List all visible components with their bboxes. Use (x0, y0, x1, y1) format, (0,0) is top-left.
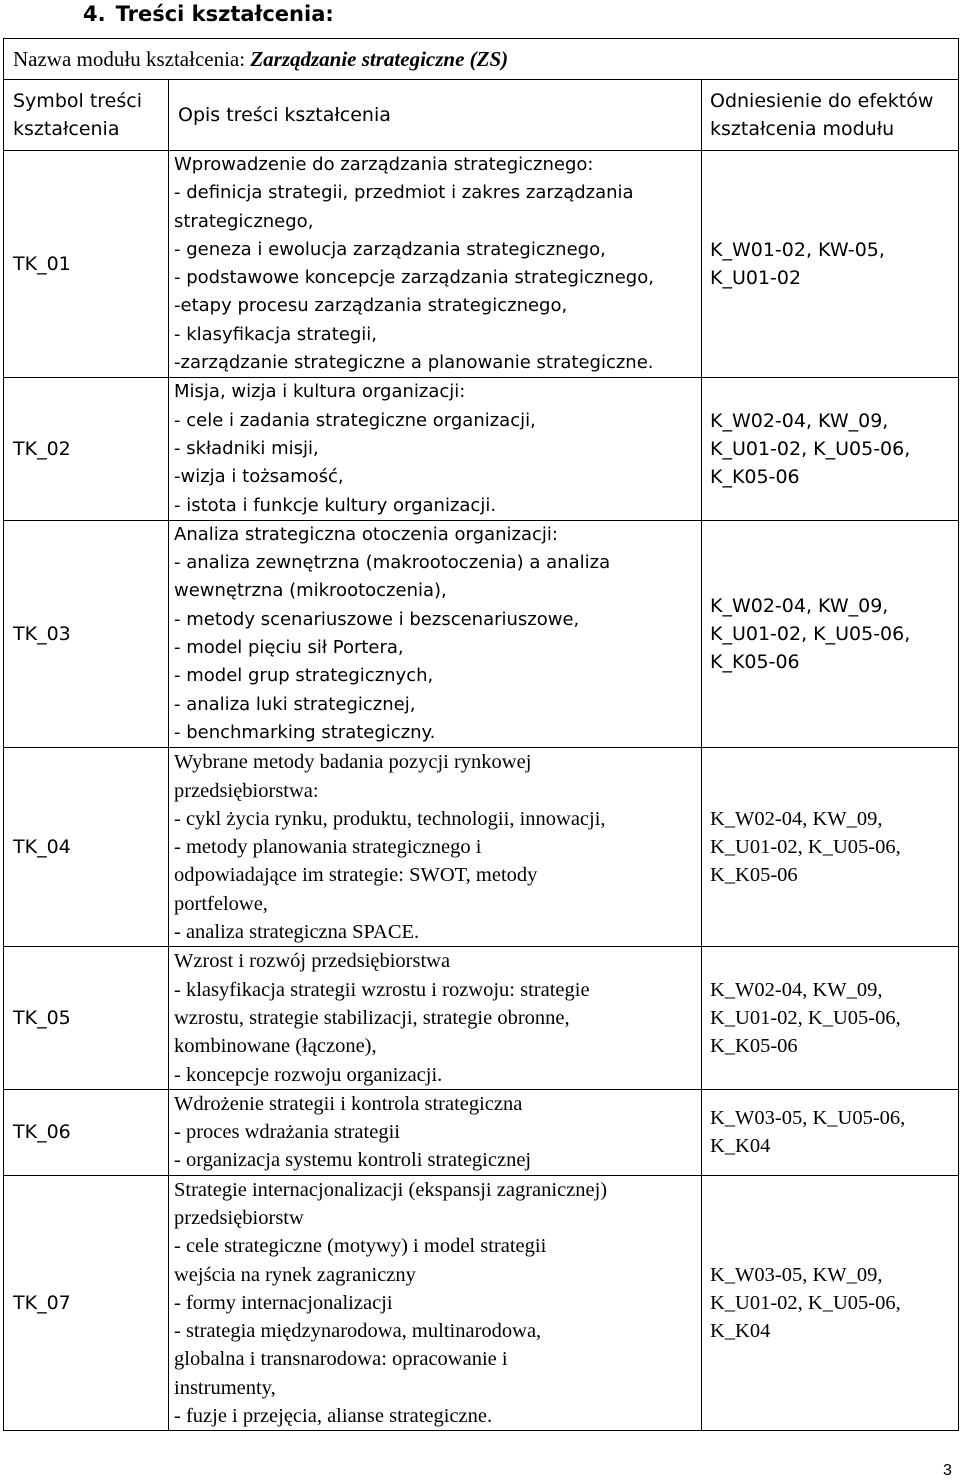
description-line: - podstawowe koncepcje zarządzania strategicznego, (174, 267, 654, 289)
description-line: - cele i zadania strategiczne organizacji, (174, 409, 536, 431)
description-line: - składniki misji, (174, 437, 319, 459)
module-name: Zarządzanie strategiczne (ZS) (250, 47, 509, 71)
description-line: strategicznego, (174, 210, 314, 232)
reference-line: K_W02-04, KW_09, (710, 410, 889, 433)
description-line: - geneza i ewolucja zarządzania strategicznego, (174, 238, 606, 260)
reference-line: K_K04 (710, 1320, 771, 1343)
description-line: wzrostu, strategie stabilizacji, strategie obronne, (174, 1006, 570, 1029)
section-heading (83, 2, 334, 26)
reference-line: K_K05-06 (710, 864, 798, 887)
description-line: - metody scenariuszowe i bezscenariuszowe, (174, 608, 580, 630)
reference-line: K_K05-06 (710, 1035, 798, 1058)
description-line: Wdrożenie strategii i kontrola strategiczna (174, 1092, 523, 1115)
reference-line: K_U01-02, K_U05-06, (710, 623, 911, 646)
description-line: kombinowane (łączone), (174, 1035, 377, 1058)
description-line: przedsiębiorstwa: (174, 779, 319, 802)
description-line: odpowiadające im strategie: SWOT, metody (174, 864, 538, 887)
description-line: -zarządzanie strategiczne a planowanie strategiczne. (174, 352, 654, 374)
reference-line: K_W02-04, KW_09, (710, 979, 883, 1002)
reference-cell (702, 748, 959, 947)
description-line: Strategie internacjonalizacji (ekspansji zagranicznej) (174, 1178, 608, 1201)
reference-line: K_W01-02, KW-05, (710, 239, 885, 262)
description-line: Wprowadzenie do zarządzania strategicznego: (174, 154, 594, 175)
description-line: - analiza luki strategicznej, (174, 693, 416, 715)
symbol-cell: TK_02 (4, 378, 169, 520)
header-reference-line: kształcenia modułu (710, 118, 895, 140)
description-line: - model pięciu sił Portera, (174, 637, 404, 659)
symbol-cell: TK_05 (4, 947, 169, 1089)
symbol-cell: TK_07 (4, 1175, 169, 1431)
reference-line: K_U01-02, K_U05-06, (710, 836, 901, 859)
description-line: -wizja i tożsamość, (174, 466, 344, 488)
description-line: - klasyfikacja strategii wzrostu i rozwoju: strategie (174, 978, 590, 1001)
description-line: - analiza strategiczna SPACE. (174, 921, 420, 944)
description-line: instrumenty, (174, 1376, 276, 1399)
description-line: Misja, wizja i kultura organizacji: (174, 381, 466, 403)
header-reference-line: Odniesienie do efektów (710, 90, 934, 112)
module-label: Nazwa modułu kształcenia: (13, 47, 246, 71)
description-line: wewnętrzna (mikrootoczenia), (174, 580, 447, 602)
header-symbol-line: kształcenia (13, 118, 120, 140)
reference-line: K_W03-05, K_U05-06, (710, 1107, 906, 1130)
table-row (4, 1175, 959, 1431)
description-line: - proces wdrażania strategii (174, 1121, 400, 1144)
reference-cell (702, 520, 959, 747)
header-symbol (4, 80, 169, 151)
symbol-cell: TK_01 (4, 151, 169, 378)
module-name-cell (4, 39, 959, 80)
description-line: - klasyfikacja strategii, (174, 323, 377, 345)
reference-line: K_U01-02, K_U05-06, (710, 438, 911, 461)
header-row (4, 80, 959, 151)
reference-line: K_U01-02, K_U05-06, (710, 1007, 901, 1030)
description-line: Wzrost i rozwój przedsiębiorstwa (174, 950, 451, 973)
description-cell (169, 1089, 702, 1175)
module-name-row (4, 39, 959, 80)
reference-line: K_W02-04, KW_09, (710, 595, 889, 618)
table-row (4, 151, 959, 378)
reference-line: K_U01-02, K_U05-06, (710, 1292, 901, 1315)
description-line: - metody planowania strategicznego i (174, 836, 482, 859)
section-number: 4. (83, 2, 106, 26)
description-cell (169, 947, 702, 1089)
description-line: przedsiębiorstw (174, 1206, 304, 1229)
page-number: 3 (943, 1462, 952, 1479)
header-description: Opis treści kształcenia (169, 80, 702, 151)
table-body (4, 151, 959, 1431)
reference-cell (702, 1089, 959, 1175)
description-line: portfelowe, (174, 892, 268, 915)
reference-cell (702, 378, 959, 520)
description-line: - benchmarking strategiczny. (174, 721, 436, 743)
description-line: globalna i transnarodowa: opracowanie i (174, 1348, 508, 1371)
description-line: -etapy procesu zarządzania strategicznego, (174, 295, 568, 317)
header-symbol-line: Symbol treści (13, 90, 142, 112)
table-row (4, 520, 959, 747)
description-line: - istota i funkcje kultury organizacji. (174, 494, 497, 516)
description-line: - cykl życia rynku, produktu, technologii, innowacji, (174, 807, 606, 830)
description-line: - strategia międzynarodowa, multinarodowa, (174, 1320, 542, 1343)
description-cell (169, 378, 702, 520)
description-line: - analiza zewnętrzna (makrootoczenia) a analiza (174, 552, 611, 574)
table-row (4, 748, 959, 947)
table-row (4, 947, 959, 1089)
symbol-cell: TK_03 (4, 520, 169, 747)
reference-cell (702, 1175, 959, 1431)
description-cell (169, 748, 702, 947)
reference-line: K_K05-06 (710, 651, 800, 674)
description-cell (169, 151, 702, 378)
description-line: - fuzje i przejęcia, alianse strategiczne. (174, 1405, 493, 1428)
table-row (4, 378, 959, 520)
symbol-cell: TK_06 (4, 1089, 169, 1175)
description-line: - model grup strategicznych, (174, 665, 434, 687)
description-line: - definicja strategii, przedmiot i zakres zarządzania (174, 182, 634, 204)
description-line: - formy internacjonalizacji (174, 1291, 393, 1314)
description-line: Analiza strategiczna otoczenia organizacji: (174, 523, 558, 545)
table-row (4, 1089, 959, 1175)
reference-cell (702, 947, 959, 1089)
reference-cell (702, 151, 959, 378)
reference-line: K_W02-04, KW_09, (710, 808, 883, 831)
description-line: wejścia na rynek zagraniczny (174, 1263, 416, 1286)
description-cell (169, 1175, 702, 1431)
symbol-cell: TK_04 (4, 748, 169, 947)
description-line: - cele strategiczne (motywy) i model strategii (174, 1235, 547, 1258)
reference-line: K_U01-02 (710, 267, 802, 290)
header-reference (702, 80, 959, 151)
reference-line: K_K04 (710, 1135, 771, 1158)
description-cell (169, 520, 702, 747)
section-title: Treści kształcenia: (115, 2, 334, 26)
description-line: - organizacja systemu kontroli strategicznej (174, 1149, 532, 1172)
reference-line: K_W03-05, KW_09, (710, 1264, 883, 1287)
description-line: - koncepcje rozwoju organizacji. (174, 1063, 443, 1086)
content-table (3, 38, 959, 1431)
reference-line: K_K05-06 (710, 466, 800, 489)
description-line: Wybrane metody badania pozycji rynkowej (174, 751, 532, 774)
